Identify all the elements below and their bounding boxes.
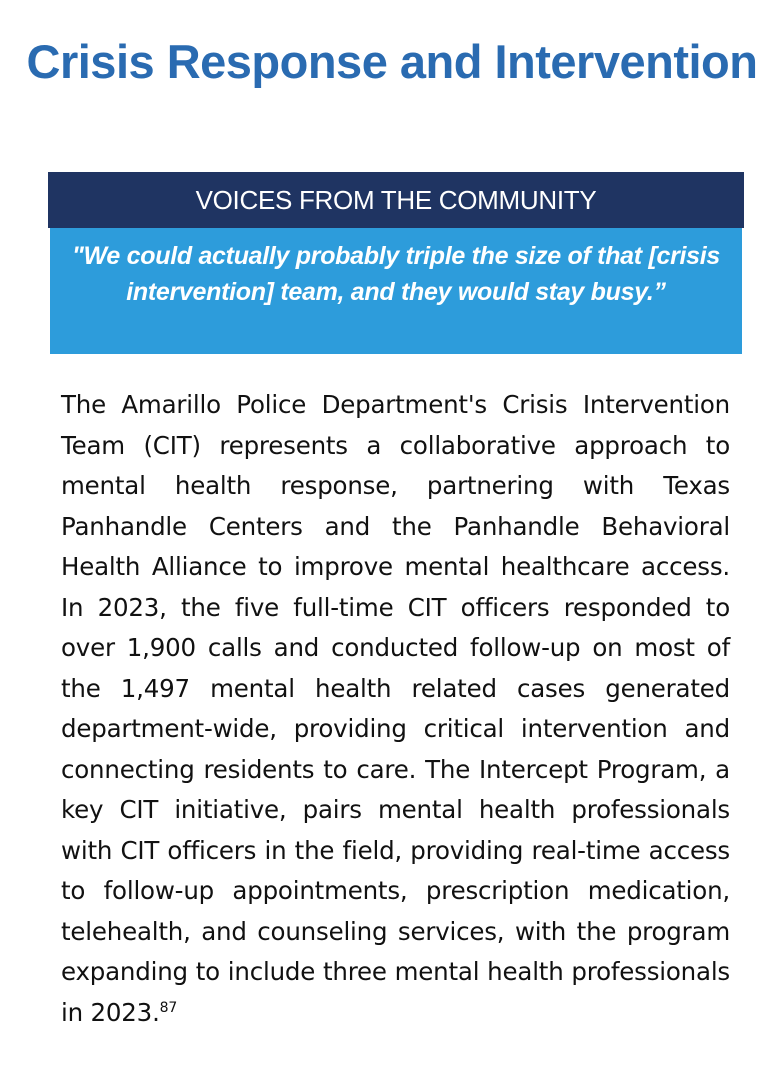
community-quote: "We could actually probably triple the size of that [crisis intervention] team, and they would stay busy.” bbox=[50, 228, 742, 354]
body-paragraph-text: The Amarillo Police Department's Crisis Intervention Team (CIT) represents a collaborative approach to mental health response, partnering with Texas Panhandle Centers and the Panhandle Behavioral Health Alliance to improve mental healthcare access. In 2023, the five full-time CIT officers responded to over 1,900 calls and conducted follow-up on most of the 1,497 mental health related cases generated department-wide, providing critical intervention and connecting residents to care. The Intercept Program, a key CIT initiative, pairs mental health professionals with CIT officers in the field, providing real-time access to follow-up appointments, prescription medication, telehealth, and counseling services, with the program expanding to include three mental health professionals in 2023. bbox=[61, 390, 730, 1027]
footnote-reference[interactable]: 87 bbox=[159, 999, 178, 1016]
page-title: Crisis Response and Intervention bbox=[26, 35, 758, 88]
community-voices-header: VOICES FROM THE COMMUNITY bbox=[48, 172, 744, 228]
body-paragraph bbox=[61, 385, 730, 1033]
